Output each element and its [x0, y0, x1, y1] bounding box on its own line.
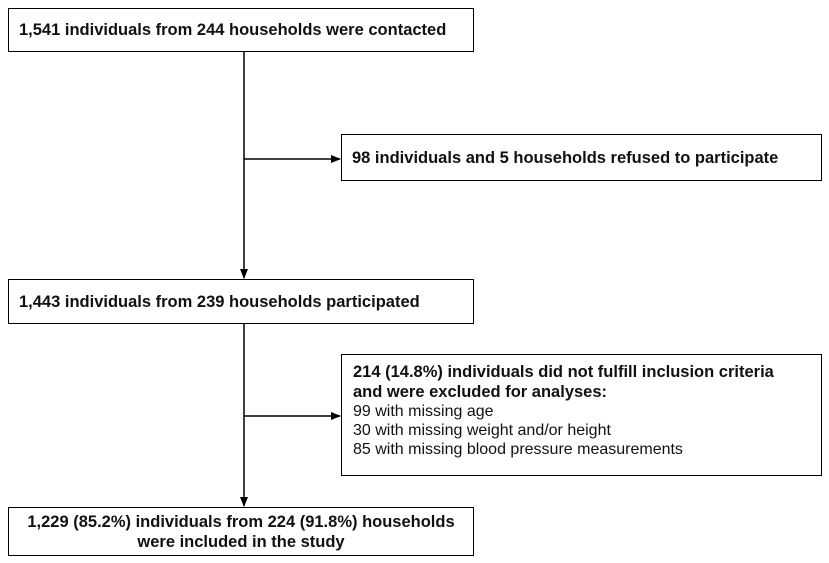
refused-box [341, 134, 822, 181]
refused-text: 98 individuals and 5 households refused to participate [352, 149, 779, 167]
excluded-item-missing-weight-height: 30 with missing weight and/or height [353, 422, 611, 439]
excluded-heading-line-1: 214 (14.8%) individuals did not fulfill inclusion criteria [353, 363, 774, 381]
excluded-heading-line-2: and were excluded for analyses: [353, 383, 608, 401]
excluded-item-missing-blood-pressure: 85 with missing blood pressure measurements [353, 441, 683, 458]
included-text-line-2: were included in the study [137, 533, 345, 551]
included-box [8, 507, 474, 556]
contacted-box [8, 8, 474, 52]
contacted-text: 1,541 individuals from 244 households were contacted [19, 21, 447, 39]
excluded-box [341, 354, 822, 476]
included-text-line-1: 1,229 (85.2%) individuals from 224 (91.8%) households [27, 513, 455, 531]
participated-box [8, 279, 474, 324]
excluded-item-missing-age: 99 with missing age [353, 403, 494, 420]
participated-text: 1,443 individuals from 239 households participated [19, 293, 420, 311]
